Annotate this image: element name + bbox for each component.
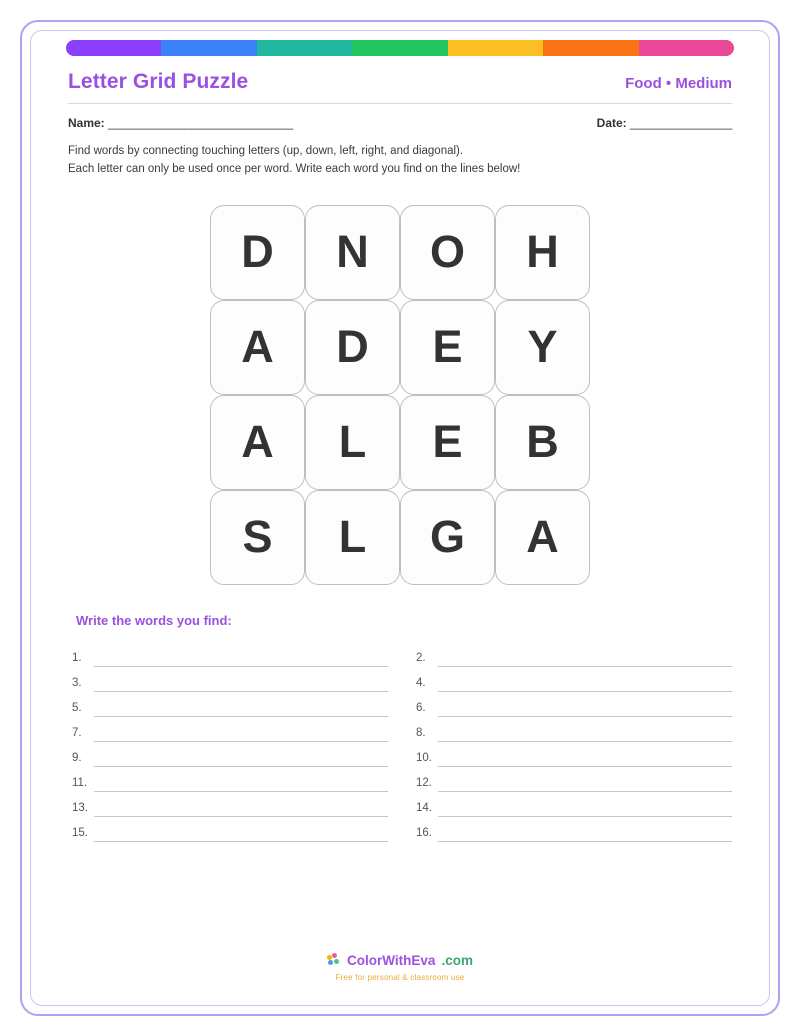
answer-line-number: 3. [72, 676, 82, 689]
color-bar-segment-6 [543, 40, 638, 56]
letter-grid-container [46, 205, 754, 585]
brand-name: ColorWithEva [347, 952, 436, 968]
name-date-row [68, 116, 732, 130]
worksheet-content [46, 40, 754, 996]
answer-write-line[interactable] [94, 824, 388, 842]
grid-cell[interactable]: D [305, 300, 400, 395]
grid-cell[interactable]: G [400, 490, 495, 585]
answers-heading: Write the words you find: [76, 612, 232, 628]
answer-write-line[interactable] [438, 649, 732, 667]
answer-line-item[interactable] [416, 692, 732, 717]
footer-brand [327, 953, 473, 968]
answer-line-item[interactable] [72, 667, 388, 692]
answer-line-number: 2. [416, 651, 426, 664]
grid-cell[interactable]: B [495, 395, 590, 490]
answer-line-number: 11. [72, 776, 88, 789]
answer-write-line[interactable] [438, 749, 732, 767]
footer-tagline: Free for personal & classroom use [335, 973, 465, 982]
answer-write-line[interactable] [438, 674, 732, 692]
color-bar-segment-1 [66, 40, 161, 56]
answer-line-item[interactable] [416, 817, 732, 842]
answer-line-number: 12. [416, 776, 432, 789]
name-blank-line: _____________________________ [108, 116, 293, 130]
grid-cell[interactable]: A [495, 490, 590, 585]
instructions-line-1: Find words by connecting touching letters (up, down, left, right, and diagonal). [68, 145, 464, 157]
answer-line-item[interactable] [416, 717, 732, 742]
instructions [68, 143, 732, 179]
letter-grid[interactable] [210, 205, 590, 585]
answer-write-line[interactable] [94, 724, 388, 742]
answer-line-item[interactable] [416, 742, 732, 767]
answer-write-line[interactable] [438, 699, 732, 717]
answer-write-line[interactable] [94, 699, 388, 717]
answer-line-item[interactable] [72, 767, 388, 792]
name-label: Name: [68, 116, 105, 130]
instructions-line-2: Each letter can only be used once per word. Write each word you find on the lines below! [68, 162, 521, 175]
answer-line-item[interactable] [72, 792, 388, 817]
color-bar-segment-3 [257, 40, 352, 56]
answer-line-item[interactable] [72, 717, 388, 742]
grid-cell[interactable]: E [400, 300, 495, 395]
answer-line-item[interactable] [416, 767, 732, 792]
answer-line-item[interactable] [416, 667, 732, 692]
name-field[interactable] [68, 116, 293, 130]
color-bar-segment-2 [161, 40, 256, 56]
grid-cell[interactable]: L [305, 490, 400, 585]
palette-icon [327, 953, 341, 967]
answer-write-line[interactable] [94, 749, 388, 767]
answer-write-line[interactable] [94, 674, 388, 692]
answer-write-line[interactable] [438, 724, 732, 742]
color-bar-segment-7 [639, 40, 734, 56]
date-label: Date: [596, 116, 627, 130]
color-bar-segment-4 [352, 40, 447, 56]
answer-write-line[interactable] [94, 774, 388, 792]
answer-line-item[interactable] [72, 817, 388, 842]
answer-line-number: 9. [72, 751, 82, 764]
color-bar [66, 40, 734, 56]
answer-write-line[interactable] [438, 824, 732, 842]
grid-cell[interactable]: E [400, 395, 495, 490]
grid-cell[interactable]: A [210, 300, 305, 395]
answer-line-number: 16. [416, 826, 432, 839]
answer-write-line[interactable] [438, 799, 732, 817]
date-field[interactable] [597, 116, 732, 130]
answer-line-number: 10. [416, 751, 432, 764]
answer-line-item[interactable] [416, 792, 732, 817]
answer-line-number: 15. [72, 826, 88, 839]
answer-line-number: 6. [416, 701, 426, 714]
answer-write-line[interactable] [438, 774, 732, 792]
answer-line-item[interactable] [72, 692, 388, 717]
grid-cell[interactable]: Y [495, 300, 590, 395]
answer-lines-list [72, 642, 732, 842]
answer-line-number: 14. [416, 801, 432, 814]
answer-line-number: 4. [416, 676, 426, 689]
grid-cell[interactable]: S [210, 490, 305, 585]
brand-domain: .com [441, 952, 473, 968]
date-blank-line: ________________ [630, 116, 732, 130]
footer [46, 953, 754, 983]
grid-cell[interactable]: N [305, 205, 400, 300]
answer-line-number: 1. [72, 651, 82, 664]
answer-line-number: 13. [72, 801, 88, 814]
grid-cell[interactable]: D [210, 205, 305, 300]
subject-difficulty-badge: Food • Medium [625, 75, 732, 92]
grid-cell[interactable]: O [400, 205, 495, 300]
answer-line-item[interactable] [416, 642, 732, 667]
page-title: Letter Grid Puzzle [68, 70, 249, 93]
color-bar-segment-5 [448, 40, 543, 56]
answer-write-line[interactable] [94, 649, 388, 667]
answer-line-item[interactable] [72, 642, 388, 667]
grid-cell[interactable]: L [305, 395, 400, 490]
header-row [68, 70, 732, 104]
answer-line-number: 5. [72, 701, 82, 714]
grid-cell[interactable]: A [210, 395, 305, 490]
answer-line-item[interactable] [72, 742, 388, 767]
answer-line-number: 7. [72, 726, 82, 739]
answer-line-number: 8. [416, 726, 426, 739]
answer-write-line[interactable] [94, 799, 388, 817]
grid-cell[interactable]: H [495, 205, 590, 300]
